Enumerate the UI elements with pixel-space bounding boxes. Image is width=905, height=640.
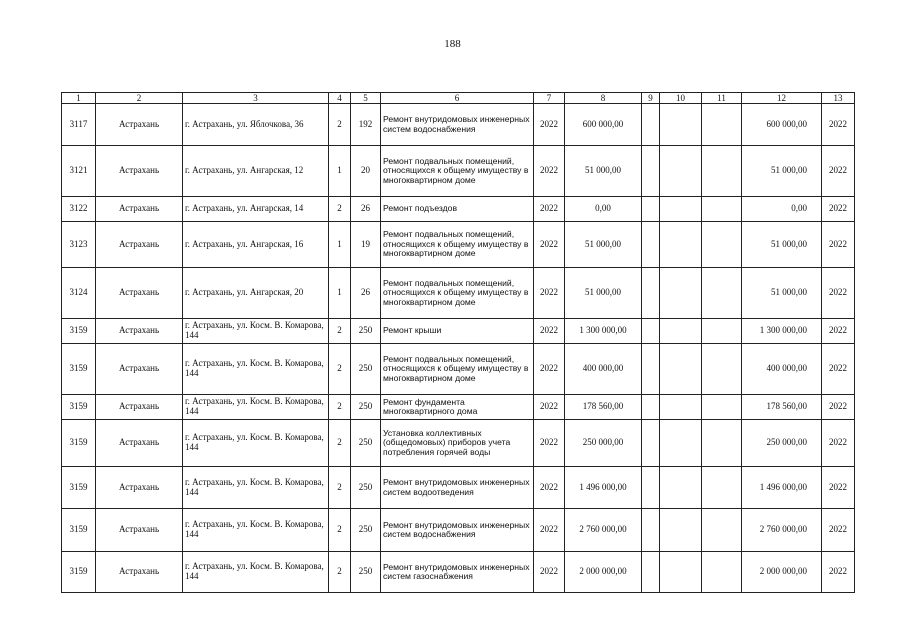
col4-cell: 2 — [329, 344, 351, 395]
table-row — [62, 197, 855, 222]
year-cell: 2022 — [534, 467, 565, 509]
end-year-cell: 2022 — [822, 420, 855, 467]
end-year-cell: 2022 — [822, 104, 855, 146]
col11-cell — [702, 420, 742, 467]
city-cell: Астрахань — [96, 197, 183, 222]
col4-cell: 2 — [329, 420, 351, 467]
year-cell: 2022 — [534, 104, 565, 146]
col11-cell — [702, 222, 742, 268]
total-cost-cell: 250 000,00 — [742, 420, 822, 467]
address-cell: г. Астрахань, ул. Косм. В. Комарова, 144 — [183, 319, 329, 344]
col5-cell: 250 — [351, 467, 381, 509]
row-id-cell: 3159 — [62, 420, 96, 467]
end-year-cell: 2022 — [822, 268, 855, 319]
col10-cell — [660, 197, 702, 222]
column-header: 9 — [642, 93, 660, 104]
address-cell: г. Астрахань, ул. Ангарская, 20 — [183, 268, 329, 319]
work-type-cell: Установка коллективных (общедомовых) приборов учета потребления горячей воды — [381, 420, 534, 467]
end-year-cell: 2022 — [822, 319, 855, 344]
col11-cell — [702, 104, 742, 146]
col11-cell — [702, 395, 742, 420]
col10-cell — [660, 552, 702, 593]
address-cell: г. Астрахань, ул. Ангарская, 14 — [183, 197, 329, 222]
address-cell: г. Астрахань, ул. Ангарская, 12 — [183, 146, 329, 197]
city-cell: Астрахань — [96, 222, 183, 268]
total-cost-cell: 2 000 000,00 — [742, 552, 822, 593]
col10-cell — [660, 395, 702, 420]
row-id-cell: 3122 — [62, 197, 96, 222]
table-header-row — [62, 93, 855, 104]
cost-cell: 250 000,00 — [565, 420, 642, 467]
end-year-cell: 2022 — [822, 509, 855, 552]
column-header: 13 — [822, 93, 855, 104]
row-id-cell: 3124 — [62, 268, 96, 319]
address-cell: г. Астрахань, ул. Косм. В. Комарова, 144 — [183, 467, 329, 509]
col9-cell — [642, 268, 660, 319]
col11-cell — [702, 268, 742, 319]
work-type-cell: Ремонт фундамента многоквартирного дома — [381, 395, 534, 420]
column-header: 2 — [96, 93, 183, 104]
city-cell: Астрахань — [96, 104, 183, 146]
row-id-cell: 3159 — [62, 552, 96, 593]
address-cell: г. Астрахань, ул. Косм. В. Комарова, 144 — [183, 344, 329, 395]
repair-program-table — [61, 92, 855, 593]
work-type-cell: Ремонт крыши — [381, 319, 534, 344]
table-row — [62, 344, 855, 395]
city-cell: Астрахань — [96, 552, 183, 593]
row-id-cell: 3121 — [62, 146, 96, 197]
end-year-cell: 2022 — [822, 146, 855, 197]
col9-cell — [642, 552, 660, 593]
column-header: 4 — [329, 93, 351, 104]
cost-cell: 178 560,00 — [565, 395, 642, 420]
col10-cell — [660, 420, 702, 467]
row-id-cell: 3117 — [62, 104, 96, 146]
col9-cell — [642, 222, 660, 268]
row-id-cell: 3159 — [62, 467, 96, 509]
col5-cell: 250 — [351, 395, 381, 420]
year-cell: 2022 — [534, 420, 565, 467]
cost-cell: 400 000,00 — [565, 344, 642, 395]
col4-cell: 1 — [329, 268, 351, 319]
city-cell: Астрахань — [96, 467, 183, 509]
column-header: 8 — [565, 93, 642, 104]
total-cost-cell: 51 000,00 — [742, 268, 822, 319]
year-cell: 2022 — [534, 222, 565, 268]
city-cell: Астрахань — [96, 319, 183, 344]
col10-cell — [660, 319, 702, 344]
total-cost-cell: 51 000,00 — [742, 146, 822, 197]
col11-cell — [702, 197, 742, 222]
cost-cell: 2 760 000,00 — [565, 509, 642, 552]
column-header: 10 — [660, 93, 702, 104]
col10-cell — [660, 268, 702, 319]
col5-cell: 250 — [351, 420, 381, 467]
city-cell: Астрахань — [96, 268, 183, 319]
cost-cell: 51 000,00 — [565, 146, 642, 197]
col11-cell — [702, 552, 742, 593]
end-year-cell: 2022 — [822, 467, 855, 509]
address-cell: г. Астрахань, ул. Косм. В. Комарова, 144 — [183, 552, 329, 593]
col11-cell — [702, 319, 742, 344]
work-type-cell: Ремонт внутридомовых инженерных систем водоснабжения — [381, 509, 534, 552]
total-cost-cell: 178 560,00 — [742, 395, 822, 420]
total-cost-cell: 1 300 000,00 — [742, 319, 822, 344]
col5-cell: 250 — [351, 319, 381, 344]
year-cell: 2022 — [534, 509, 565, 552]
total-cost-cell: 1 496 000,00 — [742, 467, 822, 509]
row-id-cell: 3159 — [62, 344, 96, 395]
col5-cell: 250 — [351, 552, 381, 593]
row-id-cell: 3123 — [62, 222, 96, 268]
page-number: 188 — [444, 38, 461, 50]
total-cost-cell: 600 000,00 — [742, 104, 822, 146]
work-type-cell: Ремонт подъездов — [381, 197, 534, 222]
col11-cell — [702, 146, 742, 197]
city-cell: Астрахань — [96, 395, 183, 420]
city-cell: Астрахань — [96, 344, 183, 395]
work-type-cell: Ремонт подвальных помещений, относящихся к общему имуществу в многоквартирном доме — [381, 268, 534, 319]
table-row — [62, 146, 855, 197]
col4-cell: 2 — [329, 197, 351, 222]
col5-cell: 250 — [351, 509, 381, 552]
address-cell: г. Астрахань, ул. Косм. В. Комарова, 144 — [183, 509, 329, 552]
total-cost-cell: 400 000,00 — [742, 344, 822, 395]
column-header: 6 — [381, 93, 534, 104]
work-type-cell: Ремонт подвальных помещений, относящихся к общему имуществу в многоквартирном доме — [381, 222, 534, 268]
column-header: 12 — [742, 93, 822, 104]
column-header: 1 — [62, 93, 96, 104]
table-row — [62, 222, 855, 268]
col5-cell: 20 — [351, 146, 381, 197]
col10-cell — [660, 104, 702, 146]
col4-cell: 2 — [329, 467, 351, 509]
column-header: 5 — [351, 93, 381, 104]
year-cell: 2022 — [534, 552, 565, 593]
address-cell: г. Астрахань, ул. Косм. В. Комарова, 144 — [183, 420, 329, 467]
address-cell: г. Астрахань, ул. Яблочкова, 36 — [183, 104, 329, 146]
col4-cell: 2 — [329, 395, 351, 420]
work-type-cell: Ремонт подвальных помещений, относящихся к общему имуществу в многоквартирном доме — [381, 146, 534, 197]
cost-cell: 1 496 000,00 — [565, 467, 642, 509]
total-cost-cell: 51 000,00 — [742, 222, 822, 268]
col10-cell — [660, 344, 702, 395]
col11-cell — [702, 509, 742, 552]
col9-cell — [642, 509, 660, 552]
col4-cell: 2 — [329, 104, 351, 146]
row-id-cell: 3159 — [62, 395, 96, 420]
address-cell: г. Астрахань, ул. Ангарская, 16 — [183, 222, 329, 268]
col5-cell: 19 — [351, 222, 381, 268]
col9-cell — [642, 344, 660, 395]
work-type-cell: Ремонт внутридомовых инженерных систем водоснабжения — [381, 104, 534, 146]
end-year-cell: 2022 — [822, 395, 855, 420]
col5-cell: 26 — [351, 268, 381, 319]
col9-cell — [642, 146, 660, 197]
end-year-cell: 2022 — [822, 344, 855, 395]
col11-cell — [702, 344, 742, 395]
end-year-cell: 2022 — [822, 552, 855, 593]
col4-cell: 2 — [329, 319, 351, 344]
col4-cell: 1 — [329, 146, 351, 197]
table-row — [62, 104, 855, 146]
row-id-cell: 3159 — [62, 509, 96, 552]
col4-cell: 1 — [329, 222, 351, 268]
col10-cell — [660, 467, 702, 509]
table-row — [62, 552, 855, 593]
year-cell: 2022 — [534, 197, 565, 222]
column-header: 11 — [702, 93, 742, 104]
col5-cell: 192 — [351, 104, 381, 146]
year-cell: 2022 — [534, 319, 565, 344]
col11-cell — [702, 467, 742, 509]
table-row — [62, 509, 855, 552]
work-type-cell: Ремонт внутридомовых инженерных систем водоотведения — [381, 467, 534, 509]
cost-cell: 51 000,00 — [565, 222, 642, 268]
col4-cell: 2 — [329, 552, 351, 593]
cost-cell: 51 000,00 — [565, 268, 642, 319]
column-header: 7 — [534, 93, 565, 104]
col9-cell — [642, 319, 660, 344]
col10-cell — [660, 509, 702, 552]
city-cell: Астрахань — [96, 420, 183, 467]
city-cell: Астрахань — [96, 509, 183, 552]
cost-cell: 1 300 000,00 — [565, 319, 642, 344]
year-cell: 2022 — [534, 395, 565, 420]
year-cell: 2022 — [534, 268, 565, 319]
col9-cell — [642, 420, 660, 467]
year-cell: 2022 — [534, 344, 565, 395]
col9-cell — [642, 467, 660, 509]
year-cell: 2022 — [534, 146, 565, 197]
city-cell: Астрахань — [96, 146, 183, 197]
col4-cell: 2 — [329, 509, 351, 552]
total-cost-cell: 2 760 000,00 — [742, 509, 822, 552]
col10-cell — [660, 222, 702, 268]
table-row — [62, 420, 855, 467]
end-year-cell: 2022 — [822, 222, 855, 268]
end-year-cell: 2022 — [822, 197, 855, 222]
col10-cell — [660, 146, 702, 197]
col5-cell: 26 — [351, 197, 381, 222]
row-id-cell: 3159 — [62, 319, 96, 344]
table-row — [62, 319, 855, 344]
col9-cell — [642, 104, 660, 146]
col9-cell — [642, 395, 660, 420]
table-row — [62, 395, 855, 420]
cost-cell: 2 000 000,00 — [565, 552, 642, 593]
total-cost-cell: 0,00 — [742, 197, 822, 222]
cost-cell: 0,00 — [565, 197, 642, 222]
table-row — [62, 467, 855, 509]
work-type-cell: Ремонт внутридомовых инженерных систем газоснабжения — [381, 552, 534, 593]
table-row — [62, 268, 855, 319]
col5-cell: 250 — [351, 344, 381, 395]
column-header: 3 — [183, 93, 329, 104]
address-cell: г. Астрахань, ул. Косм. В. Комарова, 144 — [183, 395, 329, 420]
cost-cell: 600 000,00 — [565, 104, 642, 146]
work-type-cell: Ремонт подвальных помещений, относящихся к общему имуществу в многоквартирном доме — [381, 344, 534, 395]
col9-cell — [642, 197, 660, 222]
